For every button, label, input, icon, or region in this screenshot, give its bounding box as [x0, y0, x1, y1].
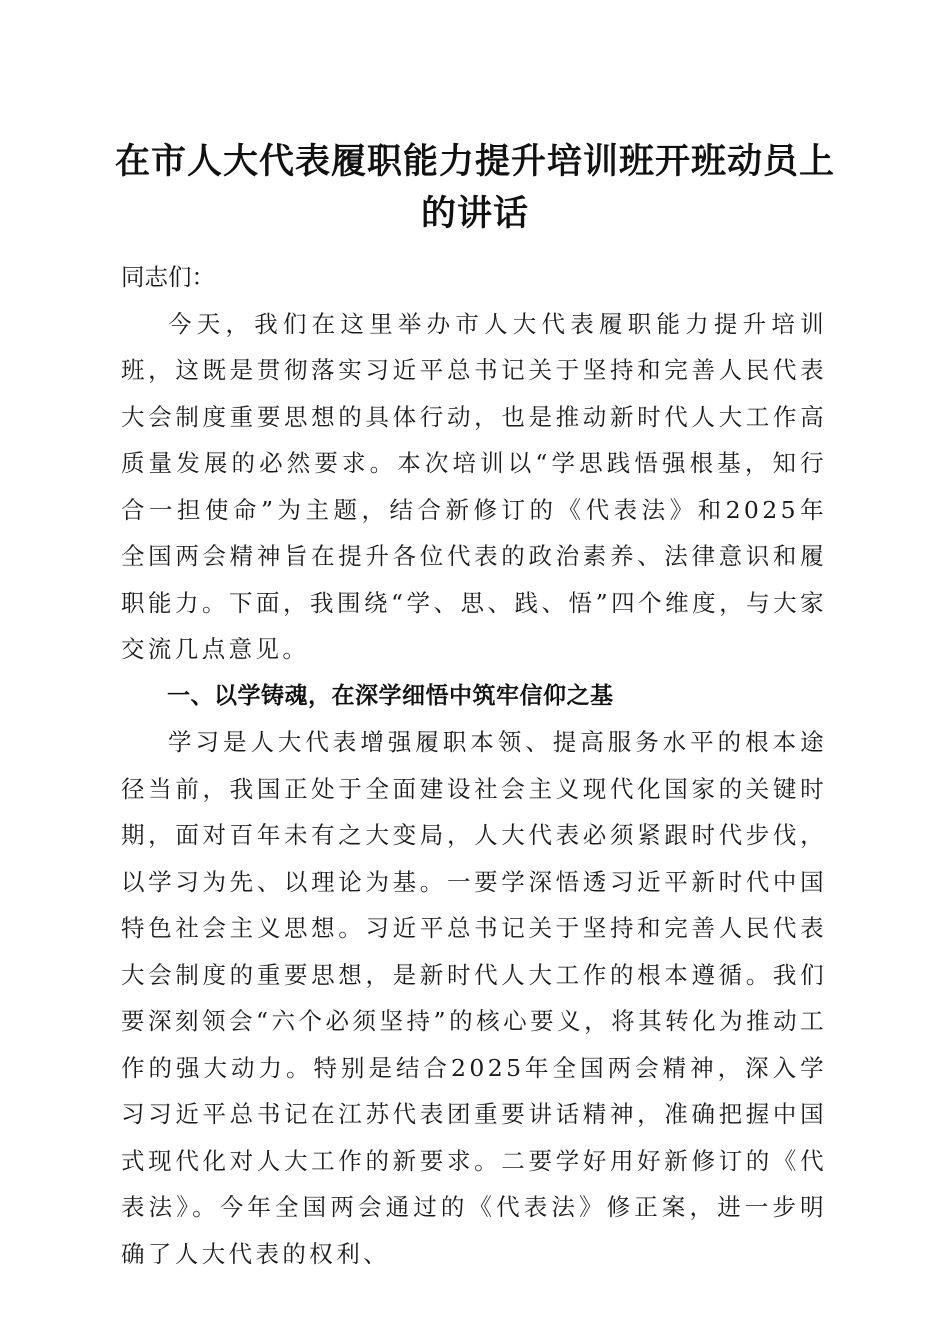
salutation: 同志们：	[121, 263, 215, 291]
section-heading: 一、以学铸魂，在深学细悟中筑牢信仰之基	[167, 682, 614, 709]
document-title: 在市人大代表履职能力提升培训班开班动员上的讲话	[114, 141, 835, 234]
section-paragraph: 学习是人大代表增强履职本领、提高服务水平的根本途径当前，我国正处于全面建设社会主义现代化国家的关键时期，面对百年未有之大变局，人大代表必须紧跟时代步伐，以学习为先、以理论为基。一要学深悟透习近平新时代中国特色社会主义思想。习近平总书记关于坚持和完善人民代表大会制度的重要思想，是新时代人大工作的根本遵循。我们要深刻领会“六个必须坚持”的核心要义，将其转化为推动工作的强大动力。特别是结合2025年全国两会精神，深入学习习近平总书记在江苏代表团重要讲话精神，准确把握中国式现代化对人大工作的新要求。二要学好用好新修订的《代表法》。今年全国两会通过的《代表法》修正案，进一步明确了人大代表的权利、	[121, 728, 827, 1268]
intro-paragraph: 今天，我们在这里举办市人大代表履职能力提升培训班，这既是贯彻落实习近平总书记关于坚持和完善人民代表大会制度重要思想的具体行动，也是推动新时代人大工作高质量发展的必然要求。本次培训以“学思践悟强根基，知行合一担使命”为主题，结合新修订的《代表法》和2025年全国两会精神旨在提升各位代表的政治素养、法律意识和履职能力。下面，我围绕“学、思、践、悟”四个维度，与大家交流几点意见。	[121, 309, 827, 663]
document-body	[121, 254, 827, 1277]
